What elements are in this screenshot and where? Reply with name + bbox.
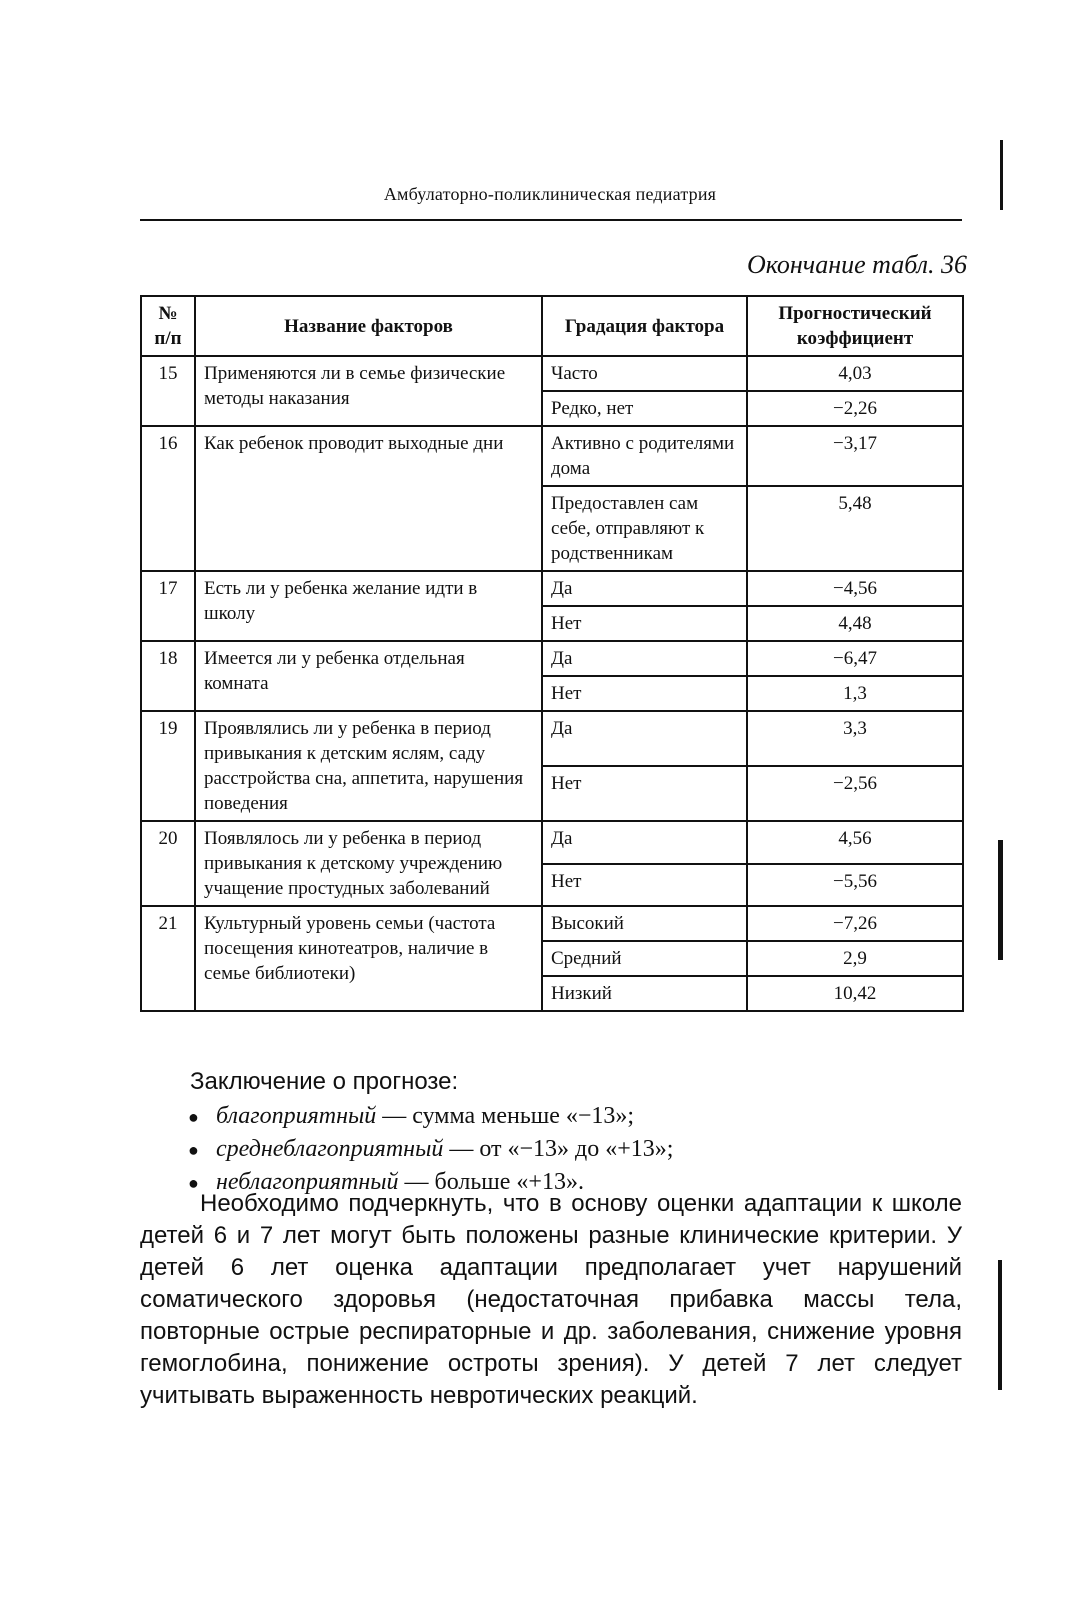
factor-name: Как ребенок проводит выходные дни xyxy=(195,426,542,571)
header-factor-name: Название факторов xyxy=(195,296,542,356)
factors-table xyxy=(140,295,964,1012)
table-header-row xyxy=(141,296,963,356)
table-row xyxy=(141,821,963,864)
factor-grade: Часто xyxy=(542,356,747,391)
prognostic-coefficient: −5,56 xyxy=(747,864,963,907)
factor-grade: Редко, нет xyxy=(542,391,747,426)
list-item xyxy=(188,1100,673,1133)
factor-grade: Нет xyxy=(542,676,747,711)
factor-grade: Да xyxy=(542,821,747,864)
prognostic-coefficient: 4,48 xyxy=(747,606,963,641)
factor-grade: Нет xyxy=(542,864,747,907)
table-row xyxy=(141,711,963,766)
table-row xyxy=(141,571,963,606)
factor-grade: Да xyxy=(542,571,747,606)
prognostic-coefficient: 2,9 xyxy=(747,941,963,976)
body-paragraph: Необходимо подчеркнуть, что в основу оценки адаптации к школе детей 6 и 7 лет могут быть положены разные клинические критерии. У детей 6 лет оценка адаптации предполагает учет нарушений соматического здоровья (недостаточная прибавка массы тела, повторные острые респираторные и др. заболевания, снижение уровня гемоглобина, понижение остроты зрения). У детей 7 лет следует учитывать выраженность невротических реакций. xyxy=(140,1190,962,1409)
prognostic-coefficient: −2,26 xyxy=(747,391,963,426)
row-number: 15 xyxy=(141,356,195,426)
prognostic-coefficient: −3,17 xyxy=(747,426,963,486)
list-item xyxy=(188,1133,673,1166)
table-row xyxy=(141,906,963,941)
row-number: 16 xyxy=(141,426,195,571)
bullet-icon: ● xyxy=(188,1140,199,1160)
row-number: 19 xyxy=(141,711,195,821)
factor-grade: Высокий xyxy=(542,906,747,941)
prognostic-coefficient: 5,48 xyxy=(747,486,963,571)
scan-edge-mark xyxy=(998,1260,1002,1390)
factor-name: Применяются ли в семье физические методы наказания xyxy=(195,356,542,426)
factor-grade: Нет xyxy=(542,606,747,641)
factor-name: Имеется ли у ребенка отдельная комната xyxy=(195,641,542,711)
table-row xyxy=(141,641,963,676)
table-row xyxy=(141,356,963,391)
factor-grade: Активно с родителями дома xyxy=(542,426,747,486)
running-header: Амбулаторно-поликлиническая педиатрия xyxy=(383,184,717,204)
prognostic-coefficient: −4,56 xyxy=(747,571,963,606)
row-number: 18 xyxy=(141,641,195,711)
prognosis-list xyxy=(188,1100,673,1199)
factor-grade: Низкий xyxy=(542,976,747,1011)
prognosis-term: неблагоприятный xyxy=(216,1169,399,1195)
prognosis-term: благоприятный xyxy=(216,1103,377,1129)
factor-grade: Предоставлен сам себе, отправляют к родственникам xyxy=(542,486,747,571)
row-number: 17 xyxy=(141,571,195,641)
scan-edge-mark xyxy=(998,840,1003,960)
table-body xyxy=(141,356,963,1011)
header-coefficient: Прогностический коэффициент xyxy=(747,296,963,356)
factor-name: Есть ли у ребенка желание идти в школу xyxy=(195,571,542,641)
prognostic-coefficient: 4,56 xyxy=(747,821,963,864)
factor-grade: Да xyxy=(542,711,747,766)
prognostic-coefficient: 4,03 xyxy=(747,356,963,391)
prognostic-coefficient: 10,42 xyxy=(747,976,963,1011)
factor-name: Появлялось ли у ребенка в период привыкания к детскому учреждению учащение простудных заболеваний xyxy=(195,821,542,906)
header-rule xyxy=(140,219,962,221)
bullet-icon: ● xyxy=(188,1173,199,1193)
prognostic-coefficient: 1,3 xyxy=(747,676,963,711)
bullet-icon: ● xyxy=(188,1107,199,1127)
factor-grade: Да xyxy=(542,641,747,676)
scan-edge-mark xyxy=(1000,140,1003,210)
prognostic-coefficient: −6,47 xyxy=(747,641,963,676)
prognostic-coefficient: −7,26 xyxy=(747,906,963,941)
conclusion-title: Заключение о прогнозе: xyxy=(190,1068,459,1095)
prognostic-coefficient: −2,56 xyxy=(747,766,963,821)
row-number: 21 xyxy=(141,906,195,1011)
header-number: № п/п xyxy=(141,296,195,356)
prognosis-term: среднеблагоприятный xyxy=(216,1136,444,1162)
factor-grade: Нет xyxy=(542,766,747,821)
factor-name: Проявлялись ли у ребенка в период привыкания к детским яслям, саду расстройства сна, аппетита, нарушения поведения xyxy=(195,711,542,821)
factor-name: Культурный уровень семьи (частота посещения кинотеатров, наличие в семье библиотеки) xyxy=(195,906,542,1011)
prognosis-rule: — от «−13» до «+13»; xyxy=(443,1136,674,1162)
row-number: 20 xyxy=(141,821,195,906)
header-factor-grade: Градация фактора xyxy=(542,296,747,356)
prognostic-coefficient: 3,3 xyxy=(747,711,963,766)
prognosis-rule: — сумма меньше «−13»; xyxy=(376,1103,635,1129)
table-caption: Окончание табл. 36 xyxy=(746,250,967,279)
prognosis-rule: — больше «+13». xyxy=(398,1169,584,1195)
factor-grade: Средний xyxy=(542,941,747,976)
table-row xyxy=(141,426,963,486)
